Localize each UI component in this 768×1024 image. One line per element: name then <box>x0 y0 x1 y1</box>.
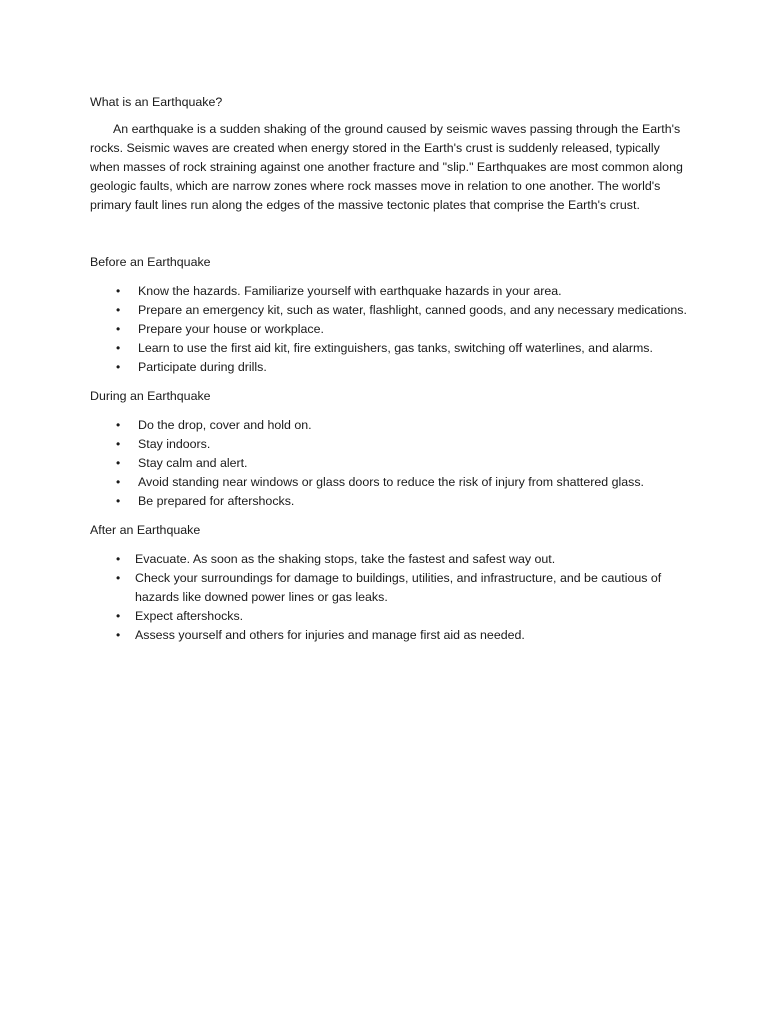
list-item <box>90 492 690 511</box>
list-item <box>90 626 690 645</box>
list-item <box>90 339 690 358</box>
bullet-icon: • <box>116 456 121 470</box>
list-item <box>90 358 690 377</box>
after-heading: After an Earthquake <box>90 523 201 537</box>
intro-heading: What is an Earthquake? <box>90 95 223 109</box>
before-list <box>90 282 690 377</box>
list-item-text: Do the drop, cover and hold on. <box>138 418 312 432</box>
list-item-text: Participate during drills. <box>138 360 267 374</box>
bullet-icon: • <box>116 360 121 374</box>
list-item-text: Know the hazards. Familiarize yourself with earthquake hazards in your area. <box>138 284 562 298</box>
bullet-icon: • <box>116 571 121 585</box>
list-item <box>90 320 690 339</box>
list-item-text: Evacuate. As soon as the shaking stops, take the fastest and safest way out. <box>135 552 556 566</box>
bullet-icon: • <box>116 609 121 623</box>
during-section <box>90 387 690 511</box>
bullet-icon: • <box>116 437 121 451</box>
during-heading: During an Earthquake <box>90 389 211 403</box>
list-item <box>90 454 690 473</box>
list-item-text: Learn to use the first aid kit, fire extinguishers, gas tanks, switching off waterlines, and alarms. <box>138 341 653 355</box>
list-item-text: Be prepared for aftershocks. <box>138 494 295 508</box>
list-item-text: Prepare an emergency kit, such as water, flashlight, canned goods, and any necessary medications. <box>138 303 687 317</box>
list-item <box>90 550 690 569</box>
bullet-icon: • <box>116 475 121 489</box>
list-item <box>90 473 690 492</box>
intro-paragraph: An earthquake is a sudden shaking of the ground caused by seismic waves passing through the Earth's rocks. Seismic waves are created when energy stored in the Earth's crust is suddenly released, typically when masses of rock straining against one another fracture and "slip." Earthquakes are most common along geologic faults, which are narrow zones where rock masses move in relation to one another. The world's primary fault lines run along the edges of the massive tectonic plates that comprise the Earth's crust. <box>90 122 683 212</box>
list-item-text: Expect aftershocks. <box>135 609 244 623</box>
bullet-icon: • <box>116 284 121 298</box>
list-item <box>90 607 690 626</box>
list-item <box>90 569 690 607</box>
after-list <box>90 550 690 645</box>
list-item <box>90 301 690 320</box>
list-item <box>90 282 690 301</box>
bullet-icon: • <box>116 628 121 642</box>
bullet-icon: • <box>116 341 121 355</box>
bullet-icon: • <box>116 418 121 432</box>
document-body <box>90 93 690 645</box>
list-item <box>90 416 690 435</box>
during-list <box>90 416 690 511</box>
bullet-icon: • <box>116 552 121 566</box>
list-item-text: Avoid standing near windows or glass doors to reduce the risk of injury from shattered glass. <box>138 475 644 489</box>
list-item-text: Assess yourself and others for injuries and manage first aid as needed. <box>135 628 525 642</box>
list-item-text: Check your surroundings for damage to buildings, utilities, and infrastructure, and be cautious of hazards like downed power lines or gas leaks. <box>135 571 662 604</box>
list-item <box>90 435 690 454</box>
bullet-icon: • <box>116 322 121 336</box>
before-section <box>90 253 690 377</box>
list-item-text: Stay indoors. <box>138 437 211 451</box>
list-item-text: Prepare your house or workplace. <box>138 322 324 336</box>
bullet-icon: • <box>116 303 121 317</box>
after-section <box>90 521 690 645</box>
list-item-text: Stay calm and alert. <box>138 456 248 470</box>
before-heading: Before an Earthquake <box>90 255 211 269</box>
bullet-icon: • <box>116 494 121 508</box>
